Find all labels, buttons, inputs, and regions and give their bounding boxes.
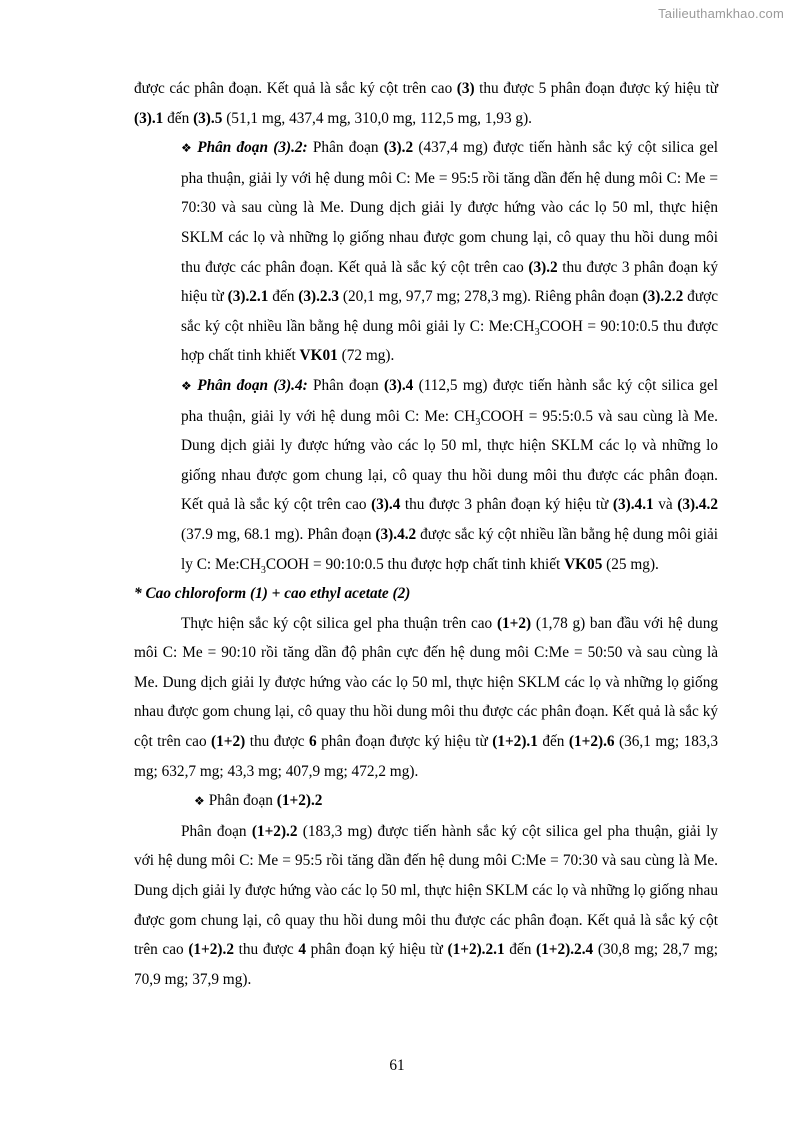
- compound-vk05: VK05: [564, 555, 603, 573]
- section-title: Phân đoạn (3).4:: [197, 376, 308, 394]
- paragraph-fraction-3-results: được các phân đoạn. Kết quả là sắc ký cột trên cao (3) thu được 5 phân đoạn được ký hiệu từ (3).1 đến (3).5 (51,1 mg, 437,4 mg, 310,0 mg, 112,5 mg, 1,93 g).: [134, 80, 718, 127]
- diamond-bullet-icon: ❖: [194, 794, 205, 809]
- subheading-fraction-1-2-2: ❖ Phân đoạn (1+2).2: [194, 792, 323, 810]
- page-number: 61: [389, 1057, 405, 1074]
- paragraph-fraction-1-2-2: Phân đoạn (1+2).2 (183,3 mg) được tiến hành sắc ký cột silica gel pha thuận, giải ly với hệ dung môi C: Me = 95:5 rồi tăng dần đến hệ dung môi C:Me = 70:30 và sau cùng là Me. Dung dịch giải ly được hứng vào các lọ 50 ml, thực hiện SKLM các lọ và những lọ giống nhau được gom chung lại, cô quay thu hồi dung môi thu được các phân đoạn. Kết quả là sắc ký cột trên cao (1+2).2 thu được 4 phân đoạn ký hiệu từ (1+2).2.1 đến (1+2).2.4 (30,8 mg; 28,7 mg; 70,9 mg; 37,9 mg).: [134, 822, 718, 988]
- watermark: Tailieuthamkhao.com: [658, 6, 784, 21]
- paragraph-fraction-3-4: ❖ Phân đoạn (3).4: Phân đoạn (3).4 (112,5 mg) được tiến hành sắc ký cột silica gel pha thuận, giải ly với hệ dung môi C: Me: $CH_3COOH$ = 95:5:0.5 và sau cùng là Me. Dung dịch giải ly được hứng vào các lọ 50 ml, thực hiện SKLM các lọ và những lo giống nhau được gom chung lại, cô quay thu hồi dung môi thu được các phân đoạn. Kết quả là sắc ký cột trên cao (3).4 thu được 3 phân đoạn ký hiệu từ (3).4.1 và (3).4.2 (37.9 mg, 68.1 mg). Phân đoạn (3).4.2 được sắc ký cột nhiều lần bằng hệ dung môi giải ly C: $Me:CH_3COOH$ = 90:10:0.5 thu được hợp chất tinh khiết VK05 (25 mg).: [181, 376, 719, 576]
- paragraph-fraction-3-2: ❖ Phân đoạn (3).2: Phân đoạn (3).2 (437,4 mg) được tiến hành sắc ký cột silica gel pha thuận, giải ly với hệ dung môi C: Me = 95:5 rồi tăng dần đến hệ dung môi C: Me = 70:30 và sau cùng là Me. Dung dịch giải ly được hứng vào các lọ 50 ml, thực hiện SKLM các lọ và những lọ giống nhau được gom chung lại, cô quay thu hồi dung môi thu được các phân đoạn. Kết quả là sắc ký cột trên cao (3).2 thu được 3 phân đoạn ký hiệu từ (3).2.1 đến (3).2.3 (20,1 mg, 97,7 mg; 278,3 mg). Riêng phân đoạn (3).2.2 được sắc ký cột nhiều lần bằng hệ dung môi giải ly C: $Me:CH_3COOH$ = 90:10:0.5 thu được hợp chất tinh khiết VK01 (72 mg).: [181, 139, 718, 365]
- compound-vk01: VK01: [299, 347, 338, 365]
- document-body: [134, 74, 718, 994]
- section-heading: * Cao chloroform (1) + cao ethyl acetate (2): [134, 585, 411, 603]
- section-title: Phân đoạn (3).2:: [197, 139, 308, 157]
- paragraph-cao-1-2: Thực hiện sắc ký cột silica gel pha thuận trên cao (1+2) (1,78 g) ban đầu với hệ dung môi C: Me = 90:10 rồi tăng dần độ phân cực đến hệ dung môi C:Me = 50:50 và sau cùng là Me. Dung dịch giải ly được hứng vào các lọ 50 ml, thực hiện SKLM các lọ và những lọ giống nhau được gom chung lại, cô quay thu hồi dung môi thu được các phân đoạn. Kết quả là sắc ký cột trên cao (1+2) thu được 6 phân đoạn được ký hiệu từ (1+2).1 đến (1+2).6 (36,1 mg; 183,3 mg; 632,7 mg; 43,3 mg; 407,9 mg; 472,2 mg).: [134, 614, 718, 780]
- diamond-bullet-icon: ❖: [181, 378, 194, 393]
- diamond-bullet-icon: ❖: [181, 141, 194, 156]
